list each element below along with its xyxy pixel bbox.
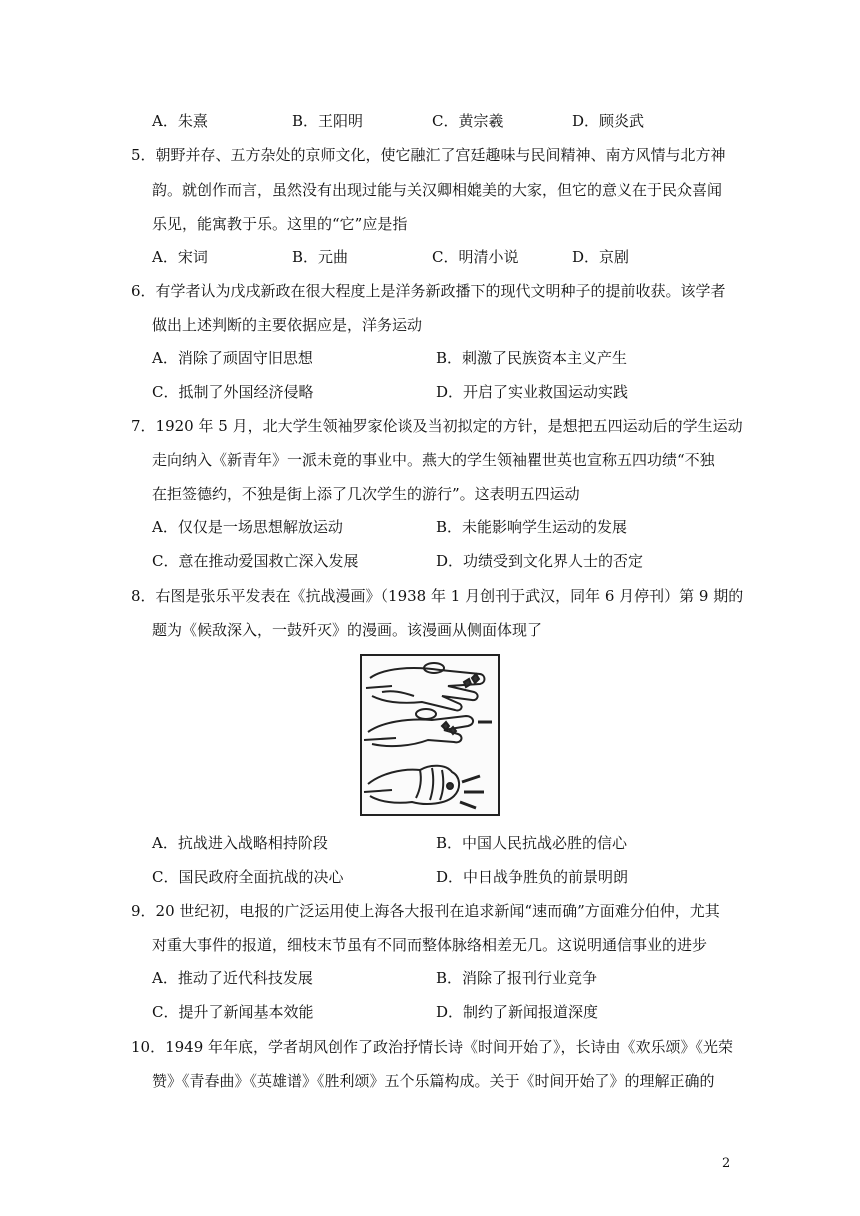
q10-stem-line: 10．1949 年年底，学者胡风创作了政治抒情长诗《时间开始了》，长诗由《欢乐颂》《光荣 — [131, 1038, 734, 1056]
q8-option-d[interactable]: D．中日战争胜负的前景明朗 — [436, 868, 629, 886]
q5-option-d[interactable]: D．京剧 — [572, 248, 630, 266]
q7-option-b[interactable]: B．未能影响学生运动的发展 — [436, 518, 628, 536]
q7-option-d[interactable]: D．功绩受到文化界人士的否定 — [436, 552, 644, 570]
q5-option-a[interactable]: A．宋词 — [152, 248, 208, 266]
q4-option-b[interactable]: B．王阳明 — [292, 112, 364, 130]
q5-option-b[interactable]: B．元曲 — [292, 248, 349, 266]
q7-stem-line: 走向纳入《新青年》一派未竟的事业中。燕大的学生领袖瞿世英也宣称五四功绩“不独 — [152, 451, 715, 469]
q5-stem-line: 韵。就创作而言，虽然没有出现过能与关汉卿相媲美的大家，但它的意义在于民众喜闻 — [152, 181, 723, 199]
q6-option-d[interactable]: D．开启了实业救国运动实践 — [436, 383, 629, 401]
q8-stem-line: 题为《候敌深入，一鼓歼灭》的漫画。该漫画从侧面体现了 — [152, 621, 543, 639]
q7-option-a[interactable]: A．仅仅是一场思想解放运动 — [152, 518, 343, 536]
q8-option-c[interactable]: C．国民政府全面抗战的决心 — [152, 868, 344, 886]
q6-stem-line: 做出上述判断的主要依据应是，洋务运动 — [152, 316, 423, 334]
q8-option-b[interactable]: B．中国人民抗战必胜的信心 — [436, 834, 628, 852]
open-hand-drawing — [366, 663, 485, 710]
q6-option-b[interactable]: B．刺激了民族资本主义产生 — [436, 349, 628, 367]
q4-option-a[interactable]: A．朱熹 — [152, 112, 208, 130]
q9-stem-line: 对重大事件的报道，细枝末节虽有不同而整体脉络相差无几。这说明通信事业的进步 — [152, 936, 708, 954]
q9-option-b[interactable]: B．消除了报刊行业竞争 — [436, 969, 598, 987]
closing-hand-drawing — [364, 709, 492, 746]
q6-option-c[interactable]: C．抵制了外国经济侵略 — [152, 383, 314, 401]
cartoon-image — [360, 654, 500, 816]
q5-option-c[interactable]: C．明清小说 — [432, 248, 519, 266]
q9-option-a[interactable]: A．推动了近代科技发展 — [152, 969, 313, 987]
fist-drawing — [364, 766, 484, 808]
q4-option-d[interactable]: D．顾炎武 — [572, 112, 645, 130]
q7-stem-line: 在拒签德约，不独是街上添了几次学生的游行”。这表明五四运动 — [152, 485, 580, 503]
q7-option-c[interactable]: C．意在推动爱国救亡深入发展 — [152, 552, 359, 570]
q9-option-c[interactable]: C．提升了新闻基本效能 — [152, 1003, 314, 1021]
q10-stem-line: 赞》《青春曲》《英雄谱》《胜利颂》五个乐篇构成。关于《时间开始了》的理解正确的 — [152, 1072, 715, 1090]
q9-option-d[interactable]: D．制约了新闻报道深度 — [436, 1003, 599, 1021]
q6-option-a[interactable]: A．消除了顽固守旧思想 — [152, 349, 313, 367]
q4-option-c[interactable]: C．黄宗羲 — [432, 112, 504, 130]
q9-stem-line: 9．20 世纪初，电报的广泛运用使上海各大报刊在追求新闻“速而确”方面难分伯仲，尤其 — [131, 902, 720, 920]
q5-stem-line: 5．朝野并存、五方杂处的京师文化，使它融汇了宫廷趣味与民间精神、南方风情与北方神 — [131, 146, 726, 164]
q7-stem-line: 7．1920 年 5 月，北大学生领袖罗家伦谈及当初拟定的方针，是想把五四运动后的学生运动 — [131, 417, 743, 435]
page-number: 2 — [722, 1156, 731, 1171]
q8-stem-line: 8．右图是张乐平发表在《抗战漫画》（1938 年 1 月创刊于武汉，同年 6 月停刊）第 9 期的 — [131, 587, 744, 605]
q5-stem-line: 乐见，能寓教于乐。这里的“它”应是指 — [152, 215, 408, 233]
q6-stem-line: 6．有学者认为戊戌新政在很大程度上是洋务新政播下的现代文明种子的提前收获。该学者 — [131, 282, 726, 300]
q8-option-a[interactable]: A．抗战进入战略相持阶段 — [152, 834, 328, 852]
